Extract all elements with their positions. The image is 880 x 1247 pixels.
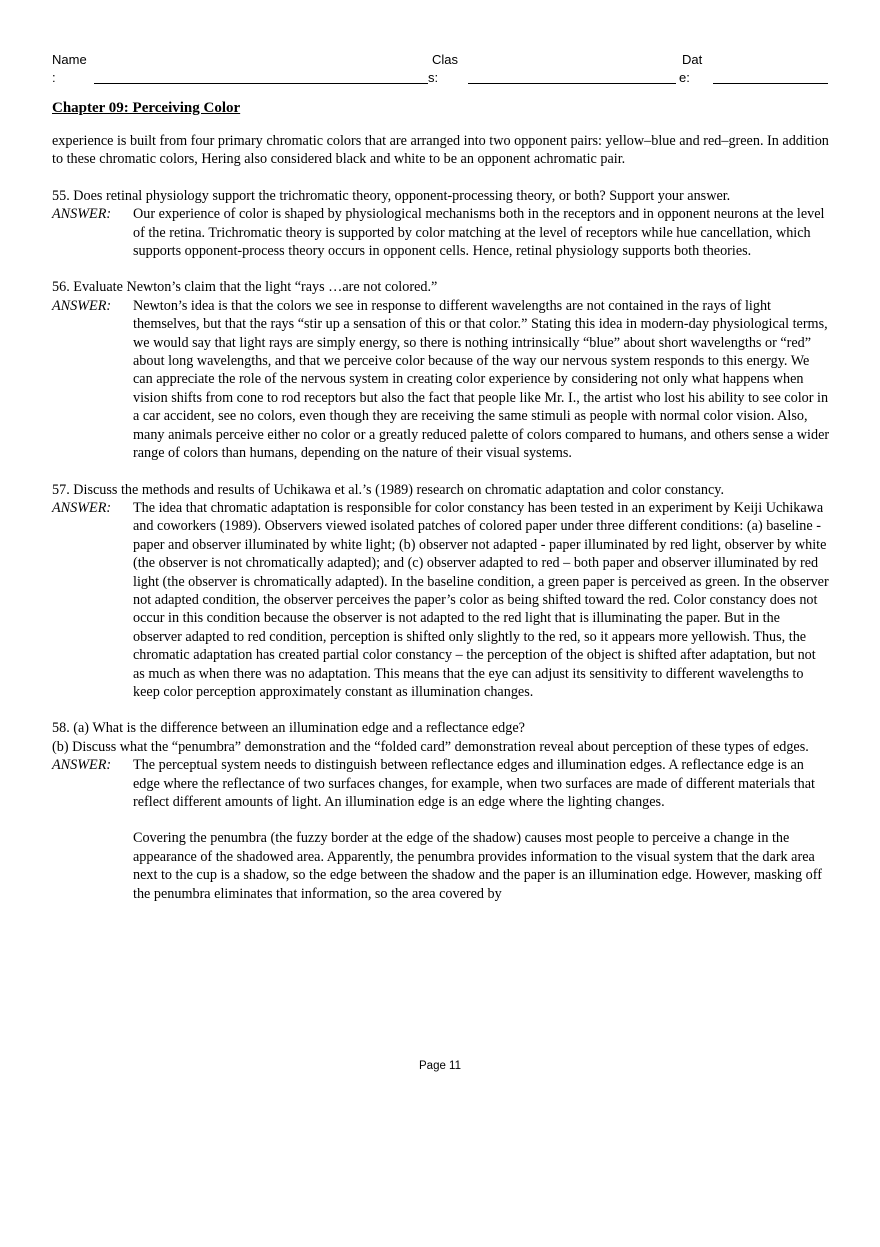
answer-label: ANSWER:: [52, 757, 112, 774]
answer-55: [52, 205, 830, 260]
question-55: 55. Does retinal physiology support the trichromatic theory, opponent-processing theory, or both? Support your answer.: [52, 187, 731, 204]
name-field-line: [94, 83, 428, 84]
class-label: Clas: [432, 52, 459, 67]
answer-56-text: Newton’s idea is that the colors we see in response to different wavelengths are not contained in the rays of light themselves, but that the rays “stir up a sensation of this or that color.” Stating this idea in modern-day physiological terms, we would say that light rays are simply energy, so there is nothing intrinsically “blue” about short wavelengths or “red” about long wavelengths, and that we perceive color because of the way our nervous system responds to this energy. We can appreciate the role of the nervous system in creating color experience by considering not only what happens when vision shifts from cone to rod receptors but also the fact that people like Mr. I., the artist who lost his ability to see color in a car accident, see no colors, even though they are receiving the same stimuli as people with normal color vision. Also, many animals perceive either no color or a greatly reduced palette of colors compared to humans, and others sense a wider range of colors than humans, depending on the nature of their visual systems.: [133, 297, 830, 462]
answer-58-paragraph-1: The perceptual system needs to distinguish between reflectance edges and illumination edges. A reflectance edge is an edge where the reflectance of two surfaces changes, for example, when two surfaces are made of different materials that reflect different amounts of light. An illumination edge is an edge where the lighting changes.: [133, 757, 815, 810]
answer-57-text: The idea that chromatic adaptation is responsible for color constancy has been tested in an experiment by Keiji Uchikawa and coworkers (1989). Observers viewed isolated patches of colored paper under three different conditions: (a) baseline - paper and observer illuminated by white light; (b) observer not adapted - paper illuminated by red light, observer by white (the observer is not chromatically adapted); and (c) observer adapted to red – both paper and observer illuminated by red light (the observer is chromatically adapted). In the baseline condition, a green paper is perceived as green. In the observer not adapted condition, the observer perceives the paper’s color as being shifted toward the red. Color constancy does not occur in this condition because the observer is not adapted to the red light that is illuminating the paper. But in the observer adapted to red condition, perception is shifted only slightly to the red, so it appears more yellowish. Thus, the chromatic adaptation has created partial color constancy – the perception of the object is shifted after adaptation, but not as much as when there was no adaptation. This means that the eye can adjust its sensitivity to different wavelengths to keep color perception approximately constant as illumination changes.: [133, 499, 829, 700]
date-label-colon: e:: [679, 70, 690, 85]
question-58a: 58. (a) What is the difference between an illumination edge and a reflectance edge?: [52, 720, 525, 737]
date-label: Dat: [682, 52, 703, 67]
question-list: [52, 132, 830, 903]
question-58b: (b) Discuss what the “penumbra” demonstration and the “folded card” demonstration reveal about perception of these types of edges.: [52, 738, 809, 755]
answer-label: ANSWER:: [52, 206, 112, 223]
date-field-line: [713, 83, 828, 84]
page-number: Page 11: [419, 1060, 461, 1072]
answer-57: [52, 499, 830, 701]
answer-58: [52, 756, 830, 903]
question-56: 56. Evaluate Newton’s claim that the light “rays …are not colored.”: [52, 279, 438, 296]
continued-answer-text: experience is built from four primary chromatic colors that are arranged into two opponent pairs: yellow–blue and red–green. In addition to these chromatic colors, Hering also considered black and white to be an opponent achromatic pair.: [52, 133, 829, 168]
answer-label: ANSWER:: [52, 499, 112, 516]
answer-58-body: [133, 756, 830, 903]
chapter-title: Chapter 09: Perceiving Color: [52, 100, 241, 116]
name-label-colon: :: [52, 70, 56, 85]
name-label: Name: [52, 52, 87, 67]
class-field-line: [468, 83, 676, 84]
answer-55-text: Our experience of color is shaped by physiological mechanisms both in the receptors and in opponent neurons at the level of the retina. Trichromatic theory is supported by color matching at the level of receptors while hue cancellation, which supports opponent-process theory occurs in opponent cells. Hence, retinal physiology supports both theories.: [133, 206, 825, 260]
answer-label: ANSWER:: [52, 297, 112, 314]
question-57: 57. Discuss the methods and results of Uchikawa et al.’s (1989) research on chromatic adaptation and color constancy.: [52, 481, 724, 498]
class-label-colon: s:: [428, 70, 439, 85]
answer-58-paragraph-2: Covering the penumbra (the fuzzy border at the edge of the shadow) causes most people to perceive a change in the appearance of the shadowed area. Apparently, the penumbra provides information to the visual system that the dark area next to the cup is a shadow, so the edge between the shadow and the paper is an illumination edge. However, masking off the penumbra eliminates that information, so the area covered by: [133, 830, 822, 902]
answer-56: [52, 297, 830, 463]
